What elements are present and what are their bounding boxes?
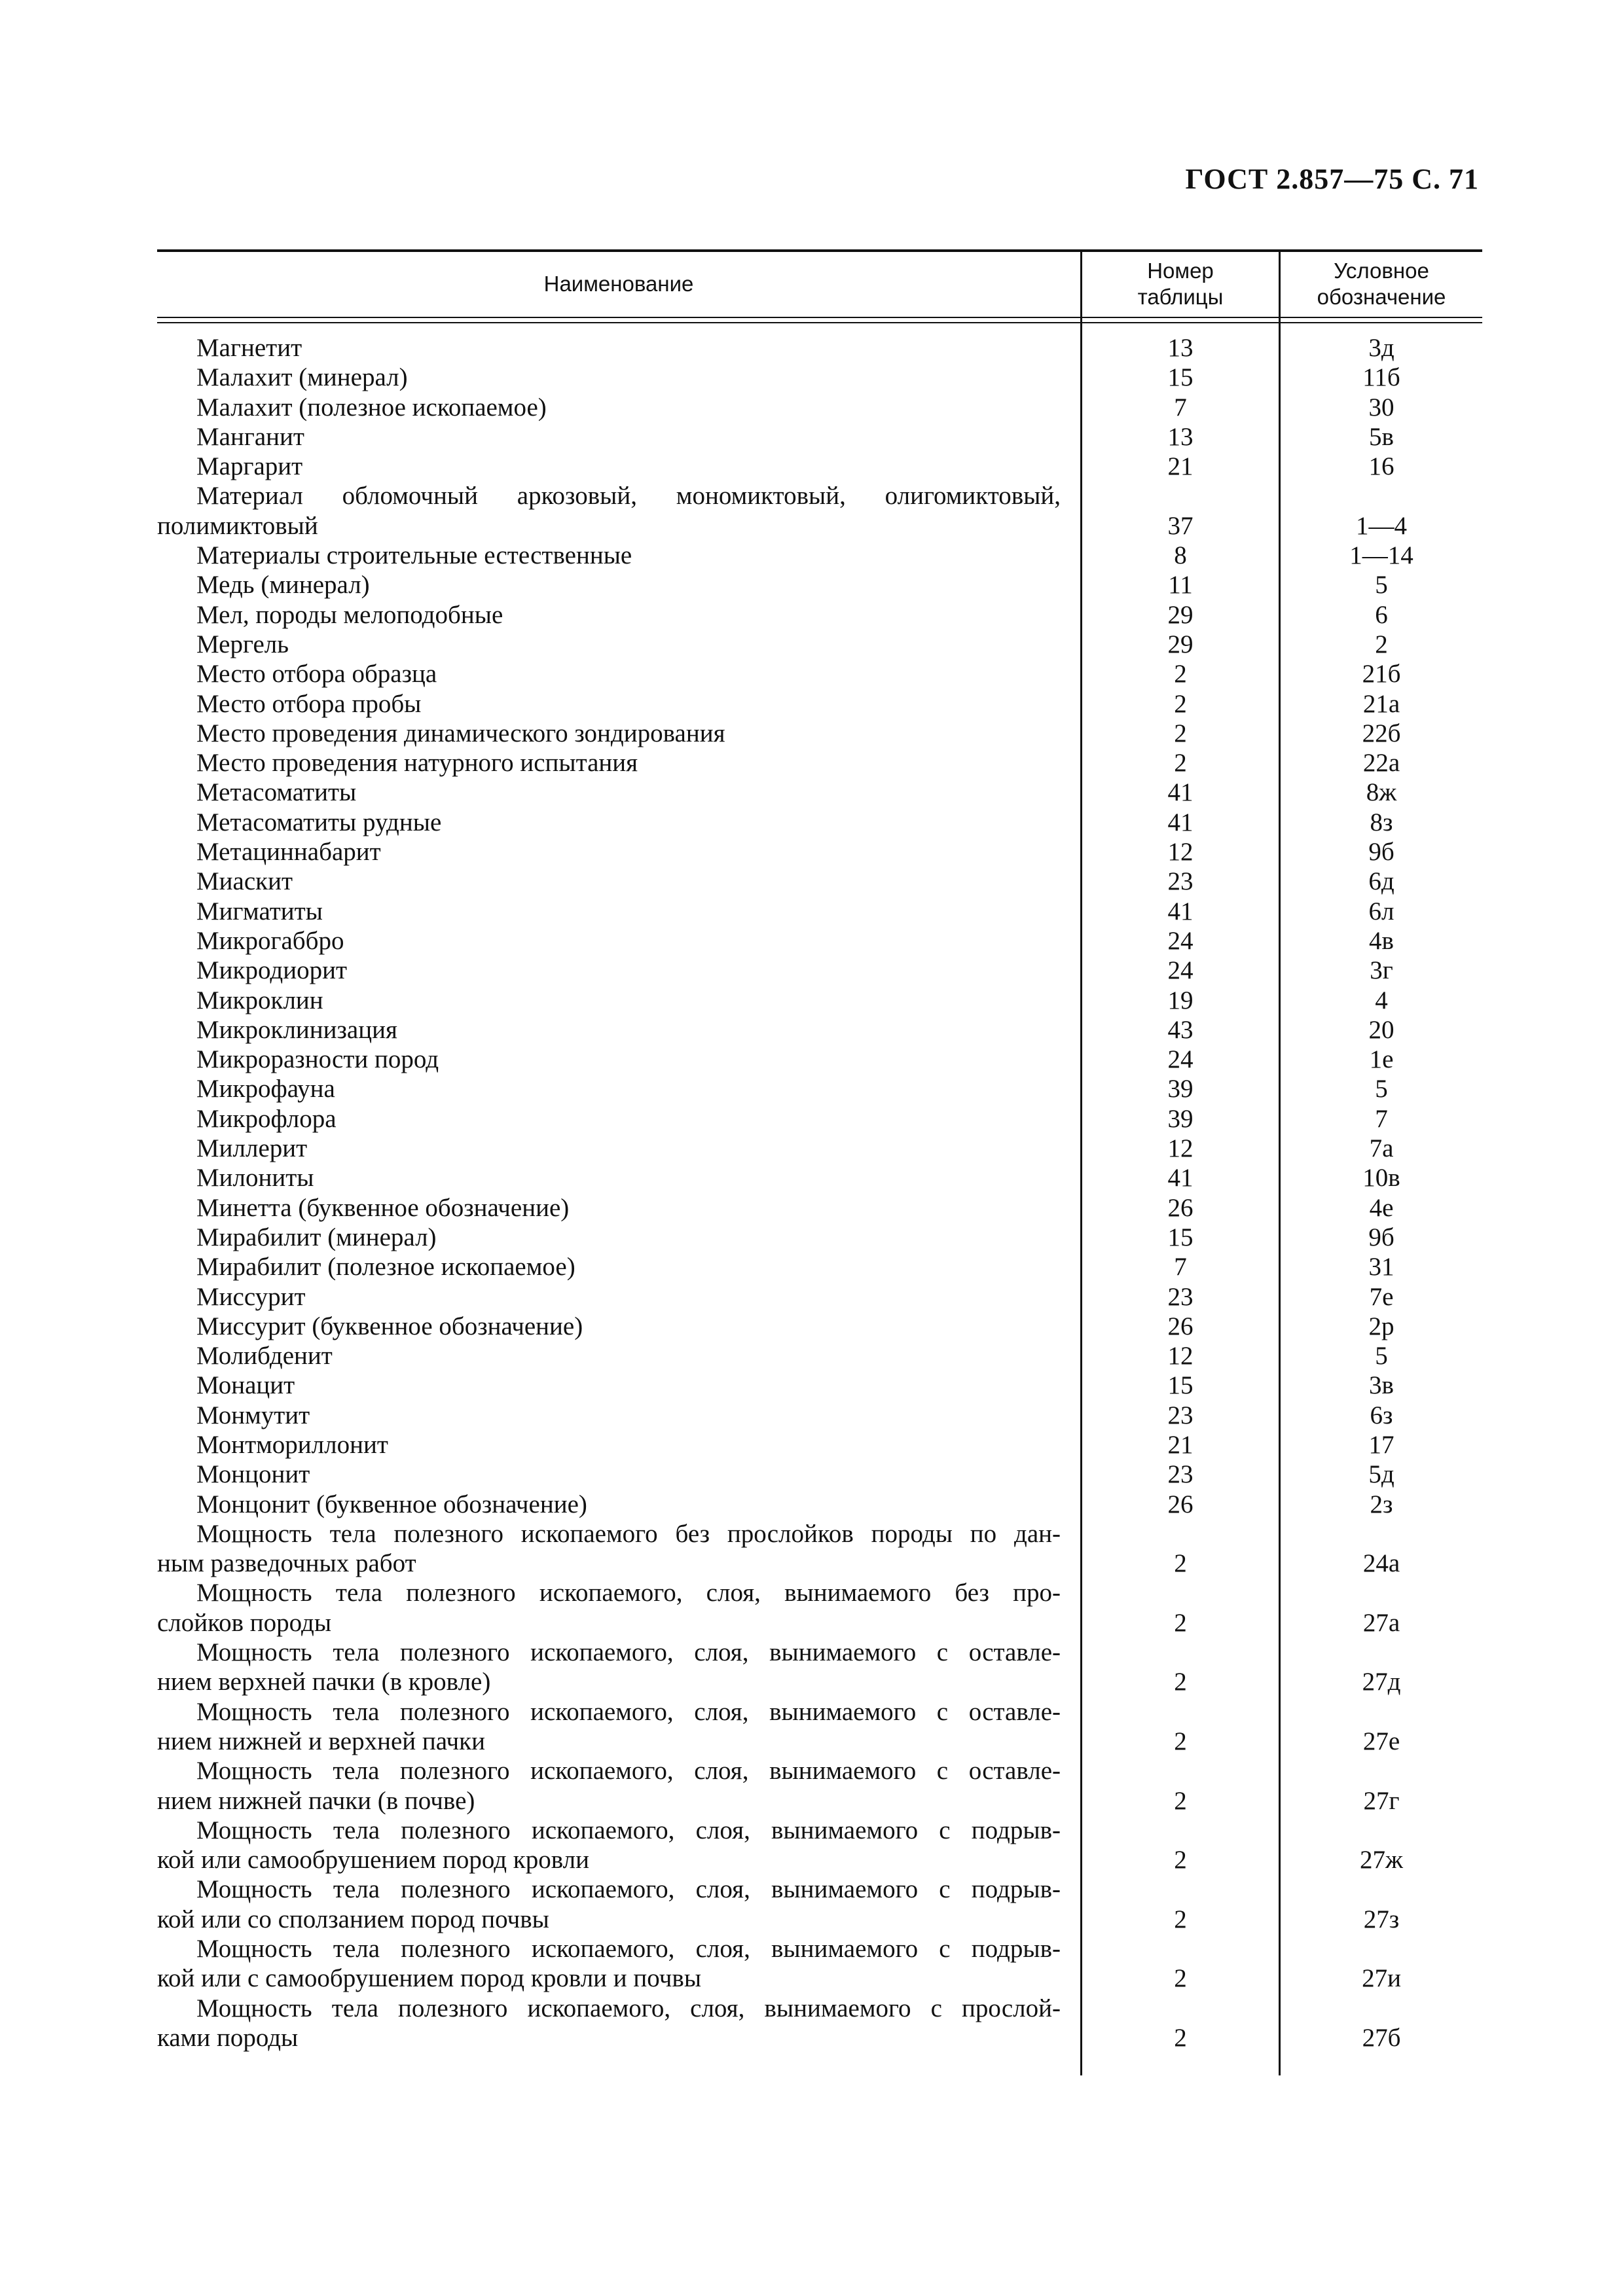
table-row [157,719,1482,748]
row-name: Манганит [196,422,304,451]
row-name: Миссурит (буквенное обозначение) [196,1312,583,1340]
row-symbol: 20 [1368,1015,1395,1044]
row-table-number: 2 [1174,1905,1187,1933]
row-symbol: 6д [1368,867,1395,896]
row-table-number: 2 [1174,1608,1187,1637]
table-row [157,1638,1482,1697]
row-name: Микрофауна [196,1075,335,1103]
row-symbol: 1—14 [1349,541,1413,570]
table-row [157,897,1482,926]
row-name-line: Мощность тела полезного ископаемого, слоя, вынимаемого с прослой- [196,1994,1061,2022]
row-name: Материалы строительные естественные [196,541,632,570]
table-row [157,1134,1482,1163]
column-header-symbol: Условное обозначение [1317,259,1446,309]
row-symbol: 16 [1368,452,1395,481]
row-name-line: ным разведочных работ [157,1549,416,1578]
table-row [157,481,1482,541]
table-row [157,1816,1482,1875]
row-symbol: 8з [1370,808,1393,836]
row-name: Милониты [196,1164,314,1193]
table-row [157,837,1482,867]
row-name-line: нием верхней пачки (в кровле) [157,1668,491,1696]
row-table-number: 24 [1167,956,1194,985]
row-name: Место отбора образца [196,660,437,689]
row-table-number: 13 [1167,334,1194,362]
table-row [157,630,1482,659]
row-symbol: 4 [1375,986,1388,1014]
row-symbol: 1—4 [1356,511,1407,540]
row-symbol: 22а [1362,749,1400,778]
row-table-number: 2 [1174,749,1187,778]
row-symbol: 30 [1368,393,1395,422]
table-row [157,1578,1482,1638]
row-table-number: 41 [1167,1164,1194,1193]
row-table-number: 2 [1174,1964,1187,1993]
row-table-number: 2 [1174,689,1187,718]
table-row [157,363,1482,392]
row-name-line: Мощность тела полезного ископаемого, слоя, вынимаемого с подрыв- [196,1816,1061,1844]
row-table-number: 37 [1167,511,1194,540]
row-name-line: кой или самообрушением пород кровли [157,1846,589,1874]
row-table-number: 39 [1167,1075,1194,1103]
table-row [157,1371,1482,1400]
row-table-number: 7 [1174,1253,1187,1282]
row-table-number: 2 [1174,1549,1187,1578]
row-symbol: 9б [1368,1223,1395,1251]
row-name [157,1934,1061,1994]
row-name: Микрогаббро [196,926,344,955]
row-table-number: 23 [1167,1460,1194,1489]
column-header-table-number: Номер таблицы [1137,259,1224,309]
row-symbol: 3г [1370,956,1393,985]
row-name-line: Мощность тела полезного ископаемого, слоя, вынимаемого с подрыв- [196,1935,1061,1964]
row-table-number: 21 [1167,452,1194,481]
table-row [157,422,1482,452]
row-table-number: 43 [1167,1015,1194,1044]
row-table-number: 8 [1174,541,1187,570]
row-table-number: 2 [1174,1727,1187,1755]
row-name-line: Материал обломочный аркозовый, мономиктовый, олигомиктовый, [196,482,1061,511]
row-name [157,1519,1061,1579]
row-table-number: 12 [1167,838,1194,867]
row-name [157,1638,1061,1697]
table-row [157,1015,1482,1045]
row-name: Монтмориллонит [196,1430,388,1459]
row-symbol: 27д [1362,1668,1401,1696]
row-table-number: 15 [1167,1371,1194,1400]
header-rule [157,322,1482,323]
row-name: Микроклинизация [196,1015,397,1044]
table-row [157,452,1482,481]
row-name: Микродиорит [196,956,348,985]
row-name: Миаскит [196,867,293,896]
row-name: Мирабилит (полезное ископаемое) [196,1253,575,1282]
table-row [157,541,1482,570]
row-name: Молибденит [196,1342,333,1371]
row-name: Монцонит (буквенное обозначение) [196,1490,587,1518]
row-name: Монцонит [196,1460,310,1489]
row-table-number: 15 [1167,1223,1194,1251]
row-symbol: 27б [1362,2023,1401,2052]
table-row [157,1519,1482,1579]
row-table-number: 2 [1174,719,1187,747]
row-symbol: 6 [1375,600,1388,629]
row-symbol: 1е [1369,1045,1394,1074]
table-body [157,333,1482,2053]
row-symbol: 27е [1362,1727,1400,1755]
row-table-number: 29 [1167,630,1194,658]
row-name [157,1994,1061,2053]
row-name [157,481,1061,541]
table-row [157,1934,1482,1994]
table-row [157,1490,1482,1519]
table-row [157,1074,1482,1103]
row-symbol: 7 [1375,1104,1388,1133]
row-name: Место отбора пробы [196,689,422,718]
row-table-number: 2 [1174,1786,1187,1815]
row-table-number: 7 [1174,393,1187,422]
table-row [157,926,1482,956]
row-name: Мигматиты [196,897,323,925]
row-name-line: нием нижней и верхней пачки [157,1727,485,1755]
row-symbol: 10в [1362,1164,1400,1193]
row-symbol: 5д [1368,1460,1395,1489]
row-table-number: 2 [1174,660,1187,689]
row-name: Место проведения натурного испытания [196,749,638,778]
row-symbol: 7е [1369,1282,1394,1311]
table-row [157,1994,1482,2053]
row-table-number: 24 [1167,1045,1194,1074]
row-table-number: 26 [1167,1193,1194,1222]
row-name: Малахит (полезное ископаемое) [196,393,547,422]
row-symbol: 11б [1362,363,1400,392]
row-name: Монацит [196,1371,295,1400]
row-name-line: слойков породы [157,1608,332,1637]
table-row [157,393,1482,422]
row-symbol: 27г [1363,1786,1400,1815]
row-symbol: 21б [1362,660,1401,689]
row-name: Микрофлора [196,1104,337,1133]
row-symbol: 6л [1368,897,1395,925]
row-name: Мел, породы мелоподобные [196,600,503,629]
row-table-number: 39 [1167,1104,1194,1133]
table-row [157,333,1482,363]
row-symbol: 27а [1362,1608,1400,1637]
row-name-line: Мощность тела полезного ископаемого, слоя, вынимаемого с оставле- [196,1697,1061,1726]
table-row [157,1874,1482,1934]
page-header: ГОСТ 2.857—75 С. 71 [1185,163,1479,195]
row-table-number: 23 [1167,1401,1194,1429]
row-symbol: 4е [1369,1193,1394,1222]
row-name: Минетта (буквенное обозначение) [196,1193,570,1222]
row-table-number: 2 [1174,1846,1187,1874]
row-name-line: полимиктовый [157,511,318,540]
table-row [157,1697,1482,1757]
row-name-line: Мощность тела полезного ископаемого, слоя, вынимаемого с оставле- [196,1638,1061,1667]
row-name-line: Мощность тела полезного ископаемого, слоя, вынимаемого без про- [196,1579,1061,1607]
row-name: Метациннабарит [196,838,381,867]
table-row [157,570,1482,600]
row-table-number: 13 [1167,422,1194,451]
row-name-line: кой или со сползанием пород почвы [157,1905,549,1933]
row-symbol: 2р [1368,1312,1395,1340]
row-name: Малахит (минерал) [196,363,408,392]
row-table-number: 12 [1167,1342,1194,1371]
row-symbol: 21а [1362,689,1400,718]
row-table-number: 26 [1167,1312,1194,1340]
table-row [157,1045,1482,1074]
row-symbol: 3д [1368,334,1395,362]
row-name: Миссурит [196,1282,306,1311]
row-table-number: 23 [1167,1282,1194,1311]
table-row [157,1223,1482,1252]
row-table-number: 11 [1168,571,1193,600]
row-name: Мергель [196,630,289,658]
table-row [157,1341,1482,1371]
row-symbol: 27и [1362,1964,1401,1993]
row-symbol: 31 [1368,1253,1395,1282]
row-name [157,1578,1061,1638]
row-table-number: 41 [1167,778,1194,807]
table-row [157,1163,1482,1193]
table-row [157,1282,1482,1312]
row-name: Метасоматиты рудные [196,808,442,836]
table-row [157,748,1482,778]
table-row [157,1756,1482,1816]
row-name [157,1874,1061,1934]
row-name: Метасоматиты [196,778,357,807]
table-row [157,1193,1482,1223]
row-symbol: 2з [1370,1490,1393,1518]
row-name: Микроклин [196,986,323,1014]
table-row [157,956,1482,985]
row-table-number: 2 [1174,1668,1187,1696]
row-symbol: 5 [1375,571,1388,600]
table-row [157,778,1482,807]
row-symbol: 8ж [1366,778,1397,807]
row-name: Магнетит [196,334,302,362]
table-row [157,1312,1482,1341]
row-symbol: 7а [1369,1134,1394,1163]
row-symbol: 5 [1375,1342,1388,1371]
row-table-number: 21 [1167,1430,1194,1459]
table-row [157,1252,1482,1282]
row-name: Медь (минерал) [196,571,370,600]
row-table-number: 24 [1167,926,1194,955]
row-symbol: 4в [1369,926,1394,955]
table-row [157,1104,1482,1134]
row-name-line: кой или с самообрушением пород кровли и почвы [157,1964,702,1993]
row-symbol: 9б [1368,838,1395,867]
header-rule [157,317,1482,318]
row-table-number: 41 [1167,808,1194,836]
row-name: Миллерит [196,1134,308,1163]
table-row [157,600,1482,630]
row-symbol: 27ж [1360,1846,1403,1874]
table-row [157,659,1482,689]
row-symbol: 17 [1368,1430,1395,1459]
row-name [157,1756,1061,1816]
row-table-number: 12 [1167,1134,1194,1163]
table-row [157,1401,1482,1430]
row-name [157,1697,1061,1757]
row-table-number: 19 [1167,986,1194,1014]
table-row [157,867,1482,896]
table-row [157,986,1482,1015]
row-name-line: ками породы [157,2023,299,2052]
row-name [157,1816,1061,1875]
row-name: Монмутит [196,1401,310,1429]
row-table-number: 2 [1174,2023,1187,2052]
column-header-name: Наименование [543,272,694,296]
table-row [157,808,1482,837]
row-symbol: 5в [1369,422,1394,451]
row-symbol: 6з [1370,1401,1393,1429]
row-name: Место проведения динамического зондирования [196,719,725,747]
row-name-line: Мощность тела полезного ископаемого без прослойков породы по дан- [196,1519,1061,1548]
row-symbol: 3в [1369,1371,1394,1400]
row-name-line: Мощность тела полезного ископаемого, слоя, вынимаемого с подрыв- [196,1875,1061,1904]
row-symbol: 5 [1375,1075,1388,1103]
row-name-line: нием нижней пачки (в почве) [157,1786,475,1815]
row-symbol: 22б [1362,719,1401,747]
row-symbol: 2 [1375,630,1388,658]
table-row [157,1430,1482,1460]
row-name-line: Мощность тела полезного ископаемого, слоя, вынимаемого с оставле- [196,1757,1061,1785]
table-row [157,689,1482,719]
row-table-number: 26 [1167,1490,1194,1518]
row-name: Маргарит [196,452,303,481]
row-name: Микроразности пород [196,1045,439,1074]
table-row [157,1460,1482,1489]
row-table-number: 23 [1167,867,1194,896]
row-symbol: 27з [1363,1905,1400,1933]
row-name: Мирабилит (минерал) [196,1223,437,1251]
row-table-number: 29 [1167,600,1194,629]
row-table-number: 41 [1167,897,1194,925]
row-symbol: 24а [1362,1549,1400,1578]
row-table-number: 15 [1167,363,1194,392]
